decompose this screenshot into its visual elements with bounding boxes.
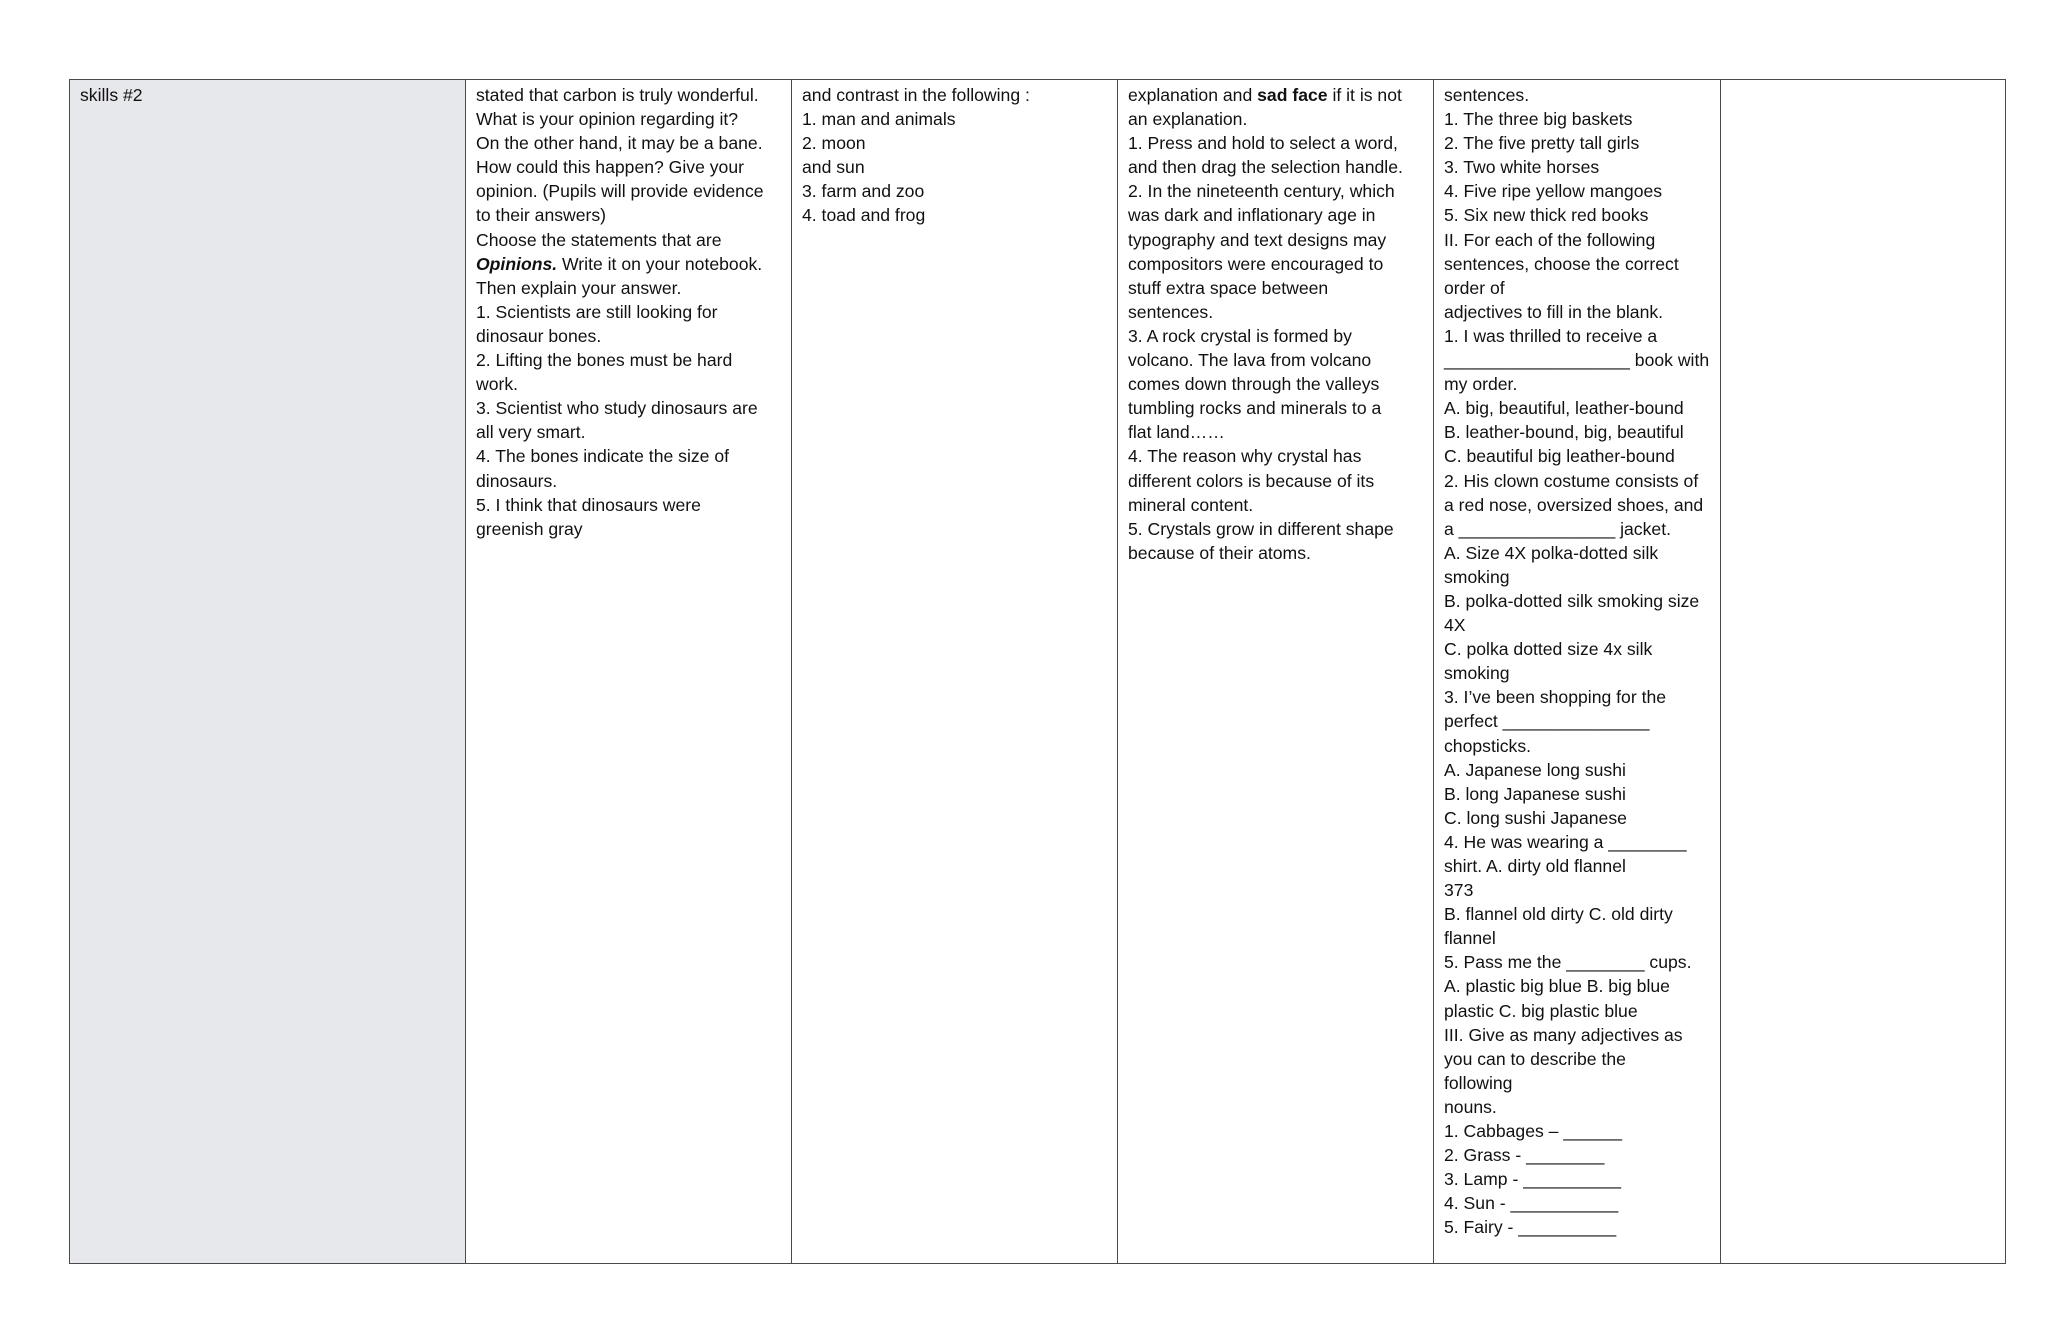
text-line: 1. I was thrilled to receive a (1444, 325, 1658, 346)
text-line: 4. He was wearing a ________ (1444, 831, 1687, 852)
text-line: a red nose, oversized shoes, and (1444, 494, 1704, 515)
text-line: 5. Fairy - __________ (1444, 1217, 1617, 1238)
text-line: A. big, beautiful, leather-bound (1444, 398, 1684, 419)
text-line: opinion. (Pupils will provide evidence (476, 181, 764, 202)
text-line: stuff extra space between (1128, 277, 1329, 298)
text-line: sentences. (1128, 301, 1214, 322)
text-line: 2. In the nineteenth century, which (1128, 181, 1395, 202)
text-line: following (1444, 1072, 1513, 1093)
text-line: 3. Lamp - __________ (1444, 1169, 1622, 1190)
text-line: to their answers) (476, 205, 607, 226)
text-line: ___________________ book with (1444, 350, 1710, 371)
text-line: 2. Lifting the bones must be hard (476, 350, 733, 371)
text-line: 4X (1444, 615, 1466, 636)
text-line: 4. toad and frog (802, 205, 926, 226)
compare-cell (792, 80, 1118, 1264)
text-line: What is your opinion regarding it? (476, 109, 739, 130)
text-line: adjectives to fill in the blank. (1444, 301, 1664, 322)
text-line: was dark and inflationary age in (1128, 205, 1376, 226)
text-line: B. polka-dotted silk smoking size (1444, 590, 1700, 611)
text-line: 1. Press and hold to select a word, (1128, 133, 1398, 154)
opinions-emphasis: Opinions. (476, 253, 558, 274)
text-line: B. leather-bound, big, beautiful (1444, 422, 1684, 443)
text-line: 1. Cabbages – ______ (1444, 1121, 1623, 1142)
text-line: flat land…… (1128, 422, 1225, 443)
text-line: 1. man and animals (802, 109, 956, 130)
opinions-line (476, 252, 781, 276)
text-line: 1. The three big baskets (1444, 109, 1633, 130)
text-line: sentences. (1444, 85, 1530, 105)
text-line: you can to describe the (1444, 1048, 1626, 1069)
text-line: nouns. (1444, 1096, 1497, 1117)
text-line: smoking (1444, 566, 1510, 587)
text-line: C. polka dotted size 4x silk (1444, 639, 1653, 660)
opinions-rest: Write it on your notebook. (557, 253, 763, 274)
text-line: and then drag the selection handle. (1128, 157, 1403, 178)
explanation-first-line (1128, 83, 1423, 107)
text-line: a ________________ jacket. (1444, 518, 1671, 539)
text-fragment: if it is not (1327, 85, 1402, 105)
text-line: 3. Two white horses (1444, 157, 1600, 178)
adjectives-cell (1434, 80, 1721, 1264)
text-line: because of their atoms. (1128, 542, 1311, 563)
text-line: 2. The five pretty tall girls (1444, 133, 1640, 154)
text-line: plastic C. big plastic blue (1444, 1000, 1638, 1021)
text-line: stated that carbon is truly wonderful. (476, 85, 759, 105)
text-line: comes down through the valleys (1128, 374, 1380, 395)
text-line: A. Japanese long sushi (1444, 759, 1626, 780)
text-line: C. beautiful big leather-bound (1444, 446, 1675, 467)
text-line: 2. His clown costume consists of (1444, 470, 1699, 491)
text-line: compositors were encouraged to (1128, 253, 1384, 274)
text-line: typography and text designs may (1128, 229, 1387, 250)
text-line: work. (476, 374, 519, 395)
text-line: 1. Scientists are still looking for (476, 301, 718, 322)
text-line: mineral content. (1128, 494, 1254, 515)
lesson-table (69, 79, 2006, 1264)
text-line: order of (1444, 277, 1505, 298)
text-line: 3. Scientist who study dinosaurs are (476, 398, 758, 419)
text-line: and contrast in the following : (802, 85, 1030, 105)
text-line: 5. Pass me the ________ cups. (1444, 952, 1692, 973)
text-line: dinosaurs. (476, 470, 558, 491)
text-line: Choose the statements that are (476, 229, 722, 250)
text-line: 3. A rock crystal is formed by (1128, 325, 1352, 346)
text-line: flannel (1444, 928, 1496, 949)
text-line: 4. Sun - ___________ (1444, 1193, 1619, 1214)
explanation-cell (1118, 80, 1434, 1264)
text-line: smoking (1444, 663, 1510, 684)
text-line: 373 (1444, 880, 1474, 901)
text-line: an explanation. (1128, 109, 1248, 130)
text-line: 2. Grass - ________ (1444, 1145, 1605, 1166)
text-line: volcano. The lava from volcano (1128, 350, 1372, 371)
text-line: B. long Japanese sushi (1444, 783, 1626, 804)
text-line: III. Give as many adjectives as (1444, 1024, 1683, 1045)
text-line: and sun (802, 157, 865, 178)
text-line: sentences, choose the correct (1444, 253, 1679, 274)
text-line: A. Size 4X polka-dotted silk (1444, 542, 1659, 563)
text-line: 4. Five ripe yellow mangoes (1444, 181, 1663, 202)
empty-cell (1721, 80, 2006, 1264)
text-line: my order. (1444, 374, 1518, 395)
text-line: dinosaur bones. (476, 325, 602, 346)
sad-face-emphasis: sad face (1257, 85, 1328, 105)
text-line: greenish gray (476, 518, 583, 539)
table-row (70, 80, 2006, 1264)
text-line: tumbling rocks and minerals to a (1128, 398, 1382, 419)
text-line: II. For each of the following (1444, 229, 1656, 250)
text-line: different colors is because of its (1128, 470, 1375, 491)
text-line: On the other hand, it may be a bane. (476, 133, 763, 154)
text-line: How could this happen? Give your (476, 157, 744, 178)
text-line: A. plastic big blue B. big blue (1444, 976, 1670, 997)
text-line: 2. moon (802, 133, 866, 154)
text-line: 3. I’ve been shopping for the (1444, 687, 1667, 708)
text-fragment: explanation and (1128, 85, 1258, 105)
opinion-cell (466, 80, 792, 1264)
text-line: 3. farm and zoo (802, 181, 925, 202)
text-line: perfect _______________ (1444, 711, 1650, 732)
text-line: Then explain your answer. (476, 277, 682, 298)
text-line: 4. The reason why crystal has (1128, 446, 1362, 467)
text-line: chopsticks. (1444, 735, 1532, 756)
text-line: 5. I think that dinosaurs were (476, 494, 701, 515)
text-line: all very smart. (476, 422, 586, 443)
skill-label: skills #2 (80, 85, 143, 105)
text-line: 4. The bones indicate the size of (476, 446, 729, 467)
skill-label-cell (70, 80, 466, 1264)
text-line: shirt. A. dirty old flannel (1444, 856, 1626, 876)
text-line: 5. Six new thick red books (1444, 205, 1649, 226)
text-line: 5. Crystals grow in different shape (1128, 518, 1394, 539)
text-line: C. long sushi Japanese (1444, 807, 1627, 828)
text-line: B. flannel old dirty C. old dirty (1444, 904, 1673, 925)
